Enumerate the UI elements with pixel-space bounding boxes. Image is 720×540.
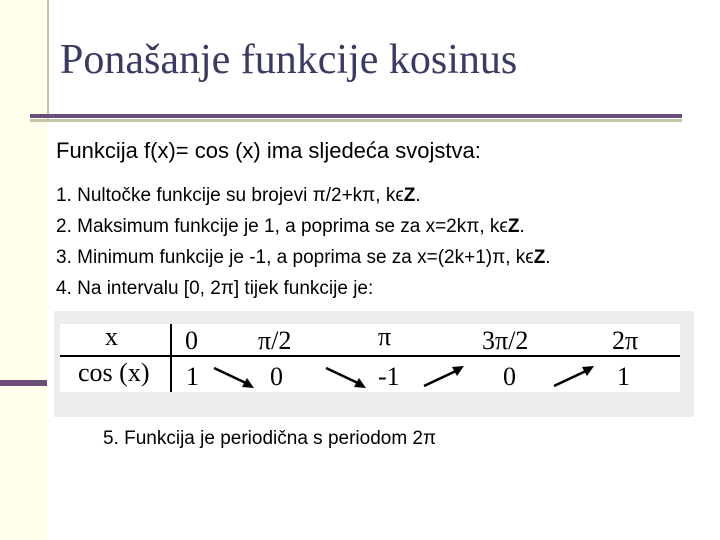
x-value: 3π/2 xyxy=(482,326,529,355)
decreasing-arrow-icon xyxy=(322,362,372,392)
decreasing-arrow-icon xyxy=(210,362,260,392)
set-symbol: Z xyxy=(507,216,520,237)
footer-property: 5. Funkcija je periodična s periodom 2π xyxy=(103,428,437,449)
slide-title: Ponašanje funkcije kosinus xyxy=(60,37,518,83)
property-text: 2. Maksimum funkcije je 1, a poprima se za x=2kπ, kϵ xyxy=(56,216,508,237)
table-header-cos: cos (x) xyxy=(78,358,150,387)
x-value: 0 xyxy=(185,326,198,355)
table-horizontal-line xyxy=(60,355,680,357)
property-item xyxy=(56,211,551,242)
table-header-x: x xyxy=(105,322,118,351)
cos-value: 1 xyxy=(617,362,630,391)
table-vertical-line xyxy=(170,324,172,392)
property-text: 4. Na intervalu [0, 2π] tijek funkcije je: xyxy=(56,278,374,299)
title-divider-shadow xyxy=(30,119,682,122)
cos-value: -1 xyxy=(378,362,400,391)
cos-value: 1 xyxy=(186,362,199,391)
property-tail: . xyxy=(415,185,421,206)
property-text: 3. Minimum funkcije je -1, a poprima se za x=(2k+1)π, kϵ xyxy=(56,247,534,268)
property-text: 1. Nultočke funkcije su brojevi π/2+kπ, kϵ xyxy=(56,185,404,206)
intro-text: Funkcija f(x)= cos (x) ima sljedeća svojstva: xyxy=(56,138,481,163)
x-value: π/2 xyxy=(258,326,292,355)
property-tail: . xyxy=(545,247,551,268)
property-item xyxy=(56,273,551,304)
increasing-arrow-icon xyxy=(420,362,470,392)
set-symbol: Z xyxy=(533,247,546,268)
set-symbol: Z xyxy=(403,185,416,206)
increasing-arrow-icon xyxy=(550,362,600,392)
left-decor-bar xyxy=(0,0,47,540)
property-tail: . xyxy=(519,216,525,237)
properties-list xyxy=(56,180,551,304)
property-item xyxy=(56,242,551,273)
left-decor-rule xyxy=(47,0,49,120)
x-value: 2π xyxy=(612,326,639,355)
cos-value: 0 xyxy=(270,362,283,391)
title-divider xyxy=(30,114,682,118)
cos-value: 0 xyxy=(503,362,516,391)
property-item xyxy=(56,180,551,211)
x-value: π xyxy=(378,322,392,351)
left-decor-stub xyxy=(0,380,47,386)
